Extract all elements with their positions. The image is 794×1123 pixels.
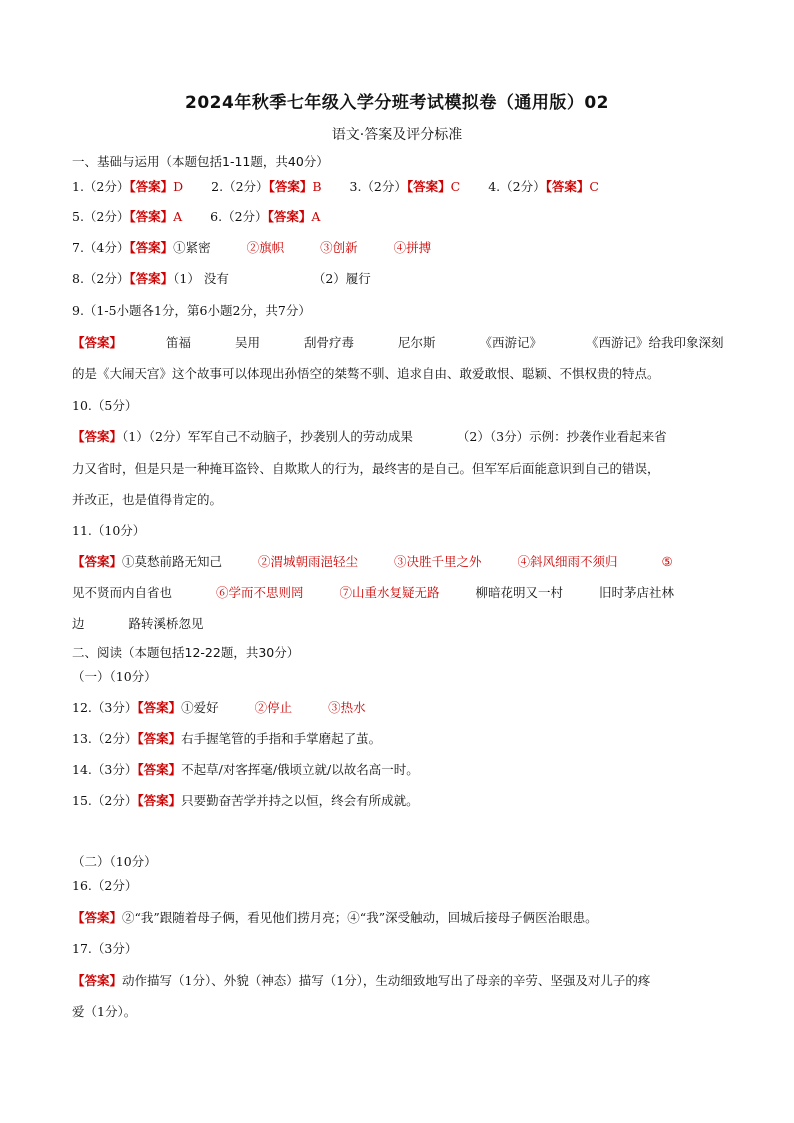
part-1-heading: （一）（10分） bbox=[72, 669, 157, 684]
q9-answer-3: 刮骨疗毒 bbox=[304, 335, 355, 350]
q10-answer-line-2: 力又省时，但是只是一种掩耳盗铃、自欺欺人的行为，最终害的是自己。但军军后面能意识到自己的错误， bbox=[72, 461, 660, 476]
q13-answer: 右手握笔管的手指和手掌磨起了茧。 bbox=[181, 731, 382, 746]
q6-number: 6.（2分） bbox=[210, 209, 268, 224]
q3-answer: C bbox=[450, 179, 461, 194]
answer-row-8 bbox=[72, 269, 371, 289]
q11-answer-1: ①莫愁前路无知己 bbox=[122, 554, 223, 569]
answer-row-1-4 bbox=[72, 177, 599, 197]
q11-answer-2: ②渭城朝雨浥轻尘 bbox=[258, 554, 359, 569]
q9-answer-line-2: 的是《大闹天宫》这个故事可以体现出孙悟空的桀骜不驯、追求自由、敢爱敢恨、聪颖、不惧权贵的特点。 bbox=[72, 366, 660, 381]
q11-answer-4: ④斜风细雨不须归 bbox=[517, 554, 618, 569]
q2-answer: B bbox=[312, 179, 322, 194]
q16-heading: 16.（2分） bbox=[72, 878, 138, 893]
q16-answer: ②“我”跟随着母子俩，看见他们捞月亮；④“我”深受触动，回城后接母子俩医治眼患。 bbox=[122, 910, 598, 925]
answer-tag: 【答案】 bbox=[72, 335, 123, 350]
q17-answer: 动作描写（1分）、外貌（神态）描写（1分），生动细致地写出了母亲的辛劳、坚强及对儿子的疼 bbox=[122, 973, 651, 988]
q11-answer-8-end: 边 bbox=[72, 616, 85, 631]
q11-answer-9: 路转溪桥忽见 bbox=[128, 616, 204, 631]
answer-tag: 【答案】 bbox=[72, 910, 123, 925]
answer-row-14 bbox=[72, 760, 419, 780]
q7-answer-1: ①紧密 bbox=[173, 240, 211, 255]
answer-row-13 bbox=[72, 729, 381, 749]
q17-heading: 17.（3分） bbox=[72, 941, 138, 956]
q9-answer-6: 《西游记》给我印象深刻 bbox=[586, 335, 724, 350]
answer-row-5-6 bbox=[72, 207, 320, 227]
q5-number: 5.（2分） bbox=[72, 209, 130, 224]
answer-row-11-3 bbox=[72, 614, 204, 634]
q7-number: 7.（4分） bbox=[72, 240, 130, 255]
answer-row-11-2 bbox=[72, 583, 674, 603]
q3-number: 3.（2分） bbox=[349, 179, 407, 194]
q10-part-1: （1）（2分）军军自己不动脑子，抄袭别人的劳动成果 bbox=[122, 429, 413, 444]
answer-tag: 【答案】 bbox=[129, 209, 174, 224]
q12-answer-2: ②停止 bbox=[254, 700, 293, 715]
q5-answer: A bbox=[173, 209, 183, 224]
q11-answer-5: ⑤ bbox=[661, 554, 673, 569]
q11-answer-8: 旧时茅店社林 bbox=[599, 585, 675, 600]
q9-answer-4: 尼尔斯 bbox=[398, 335, 436, 350]
answer-tag: 【答案】 bbox=[545, 179, 590, 194]
section-1-heading: 一、基础与运用（本题包括1-11题，共40分） bbox=[72, 154, 329, 169]
q9-answer-1: 笛福 bbox=[166, 335, 192, 350]
q9-answer-2: 吴用 bbox=[235, 335, 261, 350]
answer-row-16 bbox=[72, 908, 598, 928]
q11-answer-6: ⑥学而不思则罔 bbox=[216, 585, 304, 600]
q12-answer-3: ③热水 bbox=[328, 700, 366, 715]
answer-tag: 【答案】 bbox=[129, 271, 174, 286]
q1-answer: D bbox=[173, 179, 184, 194]
q11-answer-5-text: 见不贤而内自省也 bbox=[72, 585, 173, 600]
q12-number: 12.（3分） bbox=[72, 700, 138, 715]
answer-tag: 【答案】 bbox=[137, 762, 182, 777]
answer-row-11-1 bbox=[72, 552, 673, 572]
answer-tag: 【答案】 bbox=[267, 209, 312, 224]
q7-answer-2: ②旗帜 bbox=[246, 240, 285, 255]
answer-tag: 【答案】 bbox=[406, 179, 451, 194]
q11-answer-7-text: 柳暗花明又一村 bbox=[475, 585, 564, 600]
page-subtitle: 语文·答案及评分标准 bbox=[331, 127, 463, 143]
q11-heading: 11.（10分） bbox=[72, 523, 146, 538]
answer-tag: 【答案】 bbox=[268, 179, 313, 194]
q6-answer: A bbox=[311, 209, 321, 224]
answer-row-9 bbox=[72, 333, 724, 353]
q14-answer: 不起草/对客挥毫/俄顷立就/以故名高一时。 bbox=[181, 762, 419, 777]
q9-heading: 9.（1-5小题各1分，第6小题2分，共7分） bbox=[72, 303, 311, 318]
page-title: 2024年秋季七年级入学分班考试模拟卷（通用版）02 bbox=[185, 93, 609, 113]
q7-answer-4: ④拼搏 bbox=[393, 240, 432, 255]
answer-tag: 【答案】 bbox=[137, 793, 182, 808]
q10-heading: 10.（5分） bbox=[72, 398, 138, 413]
q9-answer-5: 《西游记》 bbox=[479, 335, 543, 350]
q15-answer: 只要勤奋苦学并持之以恒，终会有所成就。 bbox=[181, 793, 419, 808]
answer-tag: 【答案】 bbox=[129, 179, 174, 194]
part-2-heading: （二）（10分） bbox=[72, 854, 157, 869]
answer-row-15 bbox=[72, 791, 419, 811]
answer-row-10 bbox=[72, 427, 667, 447]
q17-answer-line-2: 爱（1分）。 bbox=[72, 1004, 137, 1019]
q2-number: 2.（2分） bbox=[211, 179, 269, 194]
q13-number: 13.（2分） bbox=[72, 731, 138, 746]
answer-row-12 bbox=[72, 698, 366, 718]
q14-number: 14.（3分） bbox=[72, 762, 138, 777]
answer-row-7 bbox=[72, 238, 431, 258]
q10-answer-line-3: 并改正，也是值得肯定的。 bbox=[72, 492, 223, 507]
q10-part-2: （2）（3分）示例：抄袭作业看起来省 bbox=[456, 429, 667, 444]
answer-row-17 bbox=[72, 971, 650, 991]
q8-number: 8.（2分） bbox=[72, 271, 130, 286]
q4-answer: C bbox=[589, 179, 599, 194]
q8-answer-1: （1） 没有 bbox=[173, 271, 229, 286]
section-2-heading: 二、阅读（本题包括12-22题，共30分） bbox=[72, 645, 300, 660]
q11-answer-3: ③决胜千里之外 bbox=[394, 554, 482, 569]
answer-tag: 【答案】 bbox=[137, 700, 182, 715]
answer-tag: 【答案】 bbox=[72, 973, 123, 988]
q7-answer-3: ③创新 bbox=[320, 240, 358, 255]
q15-number: 15.（2分） bbox=[72, 793, 138, 808]
answer-tag: 【答案】 bbox=[72, 554, 123, 569]
answer-tag: 【答案】 bbox=[129, 240, 174, 255]
answer-tag: 【答案】 bbox=[72, 429, 123, 444]
q11-answer-7: ⑦山重水复疑无路 bbox=[339, 585, 440, 600]
q12-answer-1: ①爱好 bbox=[181, 700, 219, 715]
q1-number: 1.（2分） bbox=[72, 179, 130, 194]
q4-number: 4.（2分） bbox=[488, 179, 546, 194]
q8-answer-2: （2）履行 bbox=[312, 271, 371, 286]
answer-tag: 【答案】 bbox=[137, 731, 182, 746]
